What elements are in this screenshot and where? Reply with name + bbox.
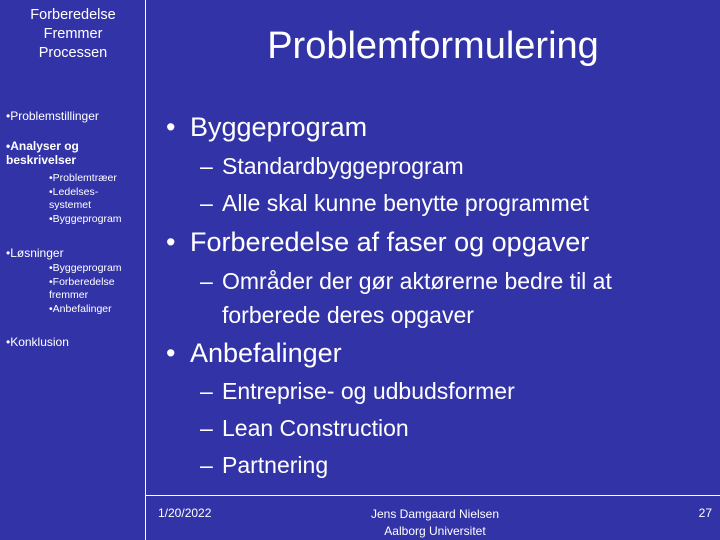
footer-date: 1/20/2022 bbox=[158, 506, 212, 520]
footer-author-org: Aalborg Universitet bbox=[384, 524, 486, 538]
bullet-text: Forberedelse af faser og opgaver bbox=[190, 227, 590, 257]
sidebar-subitem: fremmer bbox=[49, 289, 89, 301]
sub-bullet-text: Alle skal kunne benytte programmet bbox=[222, 190, 589, 216]
bullet-glyph: • bbox=[166, 112, 176, 142]
sidebar-title-line: Fremmer bbox=[43, 26, 103, 42]
sidebar-item-label: beskrivelser bbox=[6, 153, 77, 167]
sub-bullet-text: Områder der gør aktørerne bedre til at bbox=[222, 268, 612, 294]
sub-bullet-text: Entreprise- og udbudsformer bbox=[222, 378, 515, 404]
sidebar-item-konklusion: •Konklusion bbox=[6, 335, 69, 349]
sidebar-subitem: systemet bbox=[49, 199, 92, 211]
footer-divider bbox=[146, 495, 720, 496]
sidebar-item-analyser bbox=[6, 139, 79, 167]
sub-bullet-alle-skal bbox=[200, 186, 589, 220]
sub-bullet-lean bbox=[200, 411, 409, 445]
bullet-glyph: • bbox=[166, 338, 176, 368]
sub-bullet-text: Partnering bbox=[222, 452, 329, 478]
sidebar-item-loesninger: •Løsninger bbox=[6, 246, 64, 260]
dash-glyph: – bbox=[200, 415, 213, 441]
sub-bullet-text-continuation: forberede deres opgaver bbox=[222, 302, 474, 328]
sub-bullet-partnering bbox=[200, 448, 328, 482]
sidebar-item-problemstillinger: •Problemstillinger bbox=[6, 109, 99, 123]
sidebar-subitem: •Anbefalinger bbox=[49, 302, 112, 315]
slide-title: Problemformulering bbox=[267, 25, 599, 67]
sub-bullet-standardbyggeprogram bbox=[200, 149, 464, 183]
sidebar-item-label: •Analyser og bbox=[6, 139, 79, 153]
sidebar-subitem: •Problemtræer bbox=[49, 172, 117, 184]
bullet-byggeprogram bbox=[166, 111, 367, 143]
sidebar bbox=[0, 0, 146, 540]
sidebar-subitem: •Ledelses- bbox=[49, 185, 99, 198]
footer-author bbox=[330, 506, 540, 540]
bullet-forberedelse bbox=[166, 226, 589, 258]
page-number: 27 bbox=[698, 506, 712, 520]
footer-author-name: Jens Damgaard Nielsen bbox=[370, 507, 500, 521]
sub-bullet-text: Standardbyggeprogram bbox=[222, 153, 464, 179]
sidebar-subitem: •Forberedelse bbox=[49, 275, 115, 288]
sidebar-subitem: •Byggeprogram bbox=[49, 262, 122, 274]
sub-bullet-entreprise bbox=[200, 374, 515, 408]
sidebar-title-line: Processen bbox=[38, 45, 108, 61]
sidebar-subitems-loesninger bbox=[49, 262, 122, 316]
sub-bullet-omraader bbox=[200, 264, 612, 332]
bullet-text: Anbefalinger bbox=[190, 338, 342, 368]
sidebar-title bbox=[0, 6, 146, 63]
sub-bullet-text: Lean Construction bbox=[222, 415, 409, 441]
sidebar-subitem: •Byggeprogram bbox=[49, 212, 122, 225]
bullet-glyph: • bbox=[166, 227, 176, 257]
dash-glyph: – bbox=[200, 452, 213, 478]
sidebar-subitems-analyser bbox=[49, 172, 122, 226]
sidebar-title-line: Forberedelse bbox=[30, 7, 116, 23]
bullet-anbefalinger bbox=[166, 337, 342, 369]
dash-glyph: – bbox=[200, 190, 213, 216]
dash-glyph: – bbox=[200, 268, 213, 294]
dash-glyph: – bbox=[200, 378, 213, 404]
bullet-text: Byggeprogram bbox=[190, 112, 368, 142]
dash-glyph: – bbox=[200, 153, 213, 179]
